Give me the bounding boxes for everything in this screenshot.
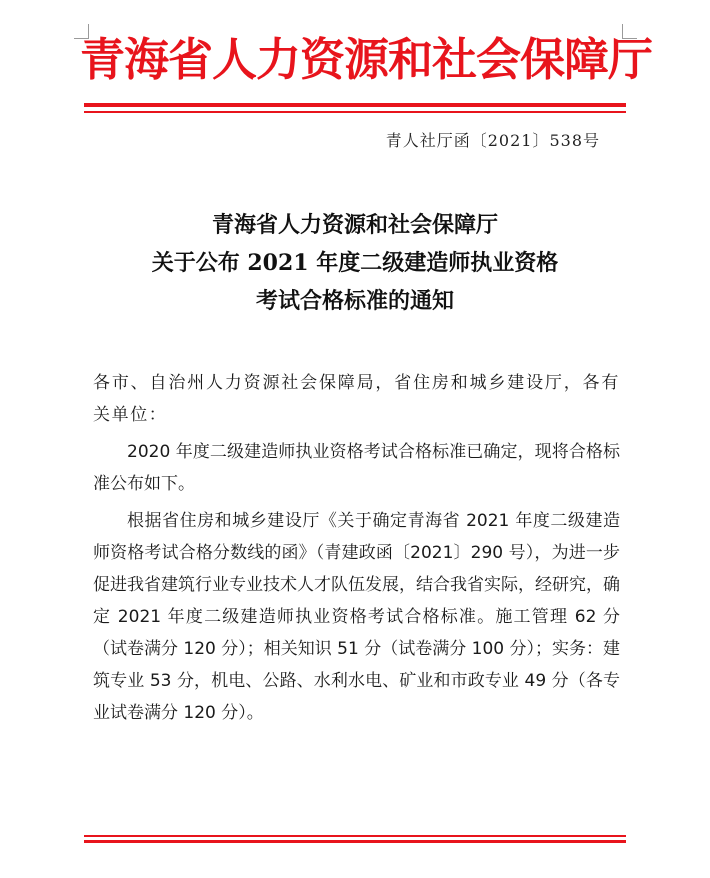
header-red-rule-thin xyxy=(84,111,626,113)
footer-red-rule-thin xyxy=(84,835,626,837)
document-body xyxy=(93,367,620,729)
title-line-3: 考试合格标准的通知 xyxy=(255,288,454,314)
title-line-1: 青海省人力资源和社会保障厅 xyxy=(211,212,498,238)
title-line-2: 关于公布 2021 年度二级建造师执业资格 xyxy=(151,250,559,276)
issuing-agency-header: 青海省人力资源和社会保障厅 xyxy=(80,33,653,86)
body-paragraph-1: 2020 年度二级建造师执业资格考试合格标准已确定，现将合格标准公布如下。 xyxy=(93,442,620,494)
addressee-line: 各市、自治州人力资源社会保障局，省住房和城乡建设厅，各有关单位： xyxy=(93,373,620,425)
document-number: 青人社厅函〔2021〕538号 xyxy=(385,131,600,150)
footer-red-rule-thick xyxy=(84,840,626,843)
body-paragraph-2: 根据省住房和城乡建设厅《关于确定青海省 2021 年度二级建造师资格考试合格分数线的函》（青建政函〔2021〕290 号），为进一步促进我省建筑行业专业技术人才队伍发展，结合我省实际，经研究，确定 2021 年度二级建造师执业资格考试合格标准。施工管理 62 分（试卷满分 120 分）；相关知识 51 分（试卷满分 100 分）；实务：建筑专业 53 分，机电、公路、水利水电、矿业和市政专业 49 分（各专业试卷满分 120 分）。 xyxy=(93,511,620,723)
header-red-rule-thick xyxy=(84,103,626,107)
document-title xyxy=(80,206,630,320)
